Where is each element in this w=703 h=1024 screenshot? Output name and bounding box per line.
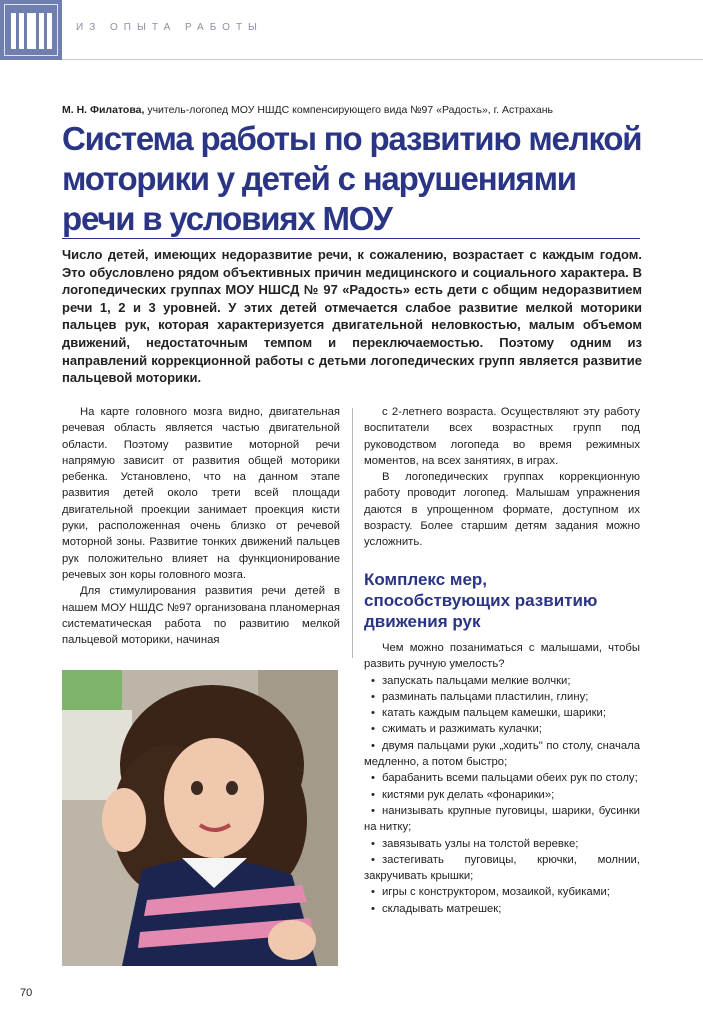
logo-frame [4,4,58,56]
list-item-text: игры с конструктором, мозаикой, кубиками; [382,886,610,899]
list-intro: Чем можно позаниматься с малышами, чтобы развить ручную умелость? [364,642,640,671]
list-item-text: завязывать узлы на толстой веревке; [382,837,579,850]
header-divider [62,59,703,60]
list-item [364,884,640,900]
bullet-icon: • [371,690,375,703]
bullet-icon: • [371,772,375,785]
author-info: учитель-логопед МОУ НШДС компенсирующего вида №97 «Радость», г. Астрахань [144,104,553,116]
child-photo-illustration [62,670,338,966]
activities-block [364,640,640,917]
lead-paragraph: Число детей, имеющих недоразвитие речи, к сожалению, возрастает с каждым годом. Это обусловлено рядом объективных причин медицинского и социального характера. В логопедических группах МОУ НШСД № 97 «Радость» есть дети с общим недоразвитием речи 1, 2 и 3 уровней. У этих детей отмечается слабое развитие мелкой моторики пальцев рук, которая характеризуется двигательной неловкостью, малым объемом движений, недостаточным темпом и переключаемостью. Поэтому одним из направлений коррекционной работы с детьми логопедических групп является развитие пальцевой моторики. [62,247,642,386]
list-item [364,836,640,852]
list-item [364,770,640,786]
bullet-icon: • [371,723,375,736]
page-header [0,0,703,60]
list-item-text: барабанить всеми пальцами обеих рук по столу; [382,772,638,785]
left-column [62,404,340,648]
list-item [364,901,640,917]
list-item-text: складывать матрешек; [382,902,502,915]
section-label: ИЗ ОПЫТА РАБОТЫ [76,22,263,33]
list-item [364,705,640,721]
paragraph: с 2-летнего возраста. Осуществляют эту работу воспитатели всех возрастных групп под руководством логопеда во время режимных моментов, на всех занятиях, в играх. [364,406,640,467]
list-item [364,787,640,803]
bullet-icon: • [371,853,375,866]
logo-bar [27,13,36,49]
list-item-text: двумя пальцами руки „ходить" по столу, сначала медленно, а потом быстро; [364,739,640,769]
list-item [364,738,640,771]
article-title [62,119,652,239]
right-column-top [364,404,640,551]
bullet-icon: • [371,707,375,720]
list-item-text: застегивать пуговицы, крючки, молнии, закручивать крышки; [364,853,640,883]
bullet-icon: • [371,804,375,817]
list-item-text: катать каждым пальцем камешки, шарики; [382,707,607,720]
logo-bar [11,13,16,49]
paragraph: На карте головного мозга видно, двигательная речевая область является частью двигательной области. Поэтому развитие моторной речи напрямую зависит от развития общей моторики ребенка. Установлено, что на данном этапе развития детей около трети всей площади двигательной проекции занимает проекция кисти руки, расположенная очень близко от речевой моторной зоны. Развитие тонких движений пальцев рук положительно влияет на функционирование речевых зон коры головного мозга. [62,406,340,581]
list-item-text: разминать пальцами пластилин, глину; [382,690,589,703]
list-item [364,803,640,836]
bullet-icon: • [371,837,375,850]
bullet-icon: • [371,886,375,899]
title-line: моторики у детей с нарушениями [62,160,576,197]
subheading-line: способствующих развитию [364,591,598,610]
section-subheading [364,569,634,632]
bullet-icon: • [371,788,375,801]
paragraph: В логопедических группах коррекционную работу проводит логопед. Малышам упражнения даются в упрощенном формате, доступном их возрасту. Более старшим детям задания можно усложнить. [364,471,640,549]
author-name: М. Н. Филатова, [62,104,145,116]
page-number: 70 [20,987,33,999]
bullet-icon: • [371,739,375,752]
title-divider [62,238,640,239]
subheading-line: движения рук [364,612,481,631]
logo-bar [39,13,44,49]
list-item-text: сжимать и разжимать кулачки; [382,723,542,736]
bullet-icon: • [371,674,375,687]
list-item [364,852,640,885]
logo-bar [19,13,24,49]
author-line [62,104,662,116]
title-line: Система работы по развитию мелкой [62,120,642,157]
title-line: речи в условиях МОУ [62,200,392,237]
list-item-text: запускать пальцами мелкие волчки; [382,674,571,687]
list-item [364,689,640,705]
logo-bar [47,13,52,49]
activities-list [364,673,640,917]
child-photo [62,670,338,966]
list-item [364,721,640,737]
magazine-logo [0,0,62,60]
list-item [364,673,640,689]
paragraph: Для стимулирования развития речи детей в нашем МОУ НШДС №97 организована планомерная систематическая работа по развитию мелкой пальцевой моторики, начиная [62,585,340,647]
list-item-text: кистями рук делать «фонарики»; [382,788,555,801]
column-divider [352,408,353,658]
bullet-icon: • [371,902,375,915]
list-item-text: нанизывать крупные пуговицы, шарики, бусинки на нитку; [364,804,640,834]
subheading-line: Комплекс мер, [364,570,488,589]
